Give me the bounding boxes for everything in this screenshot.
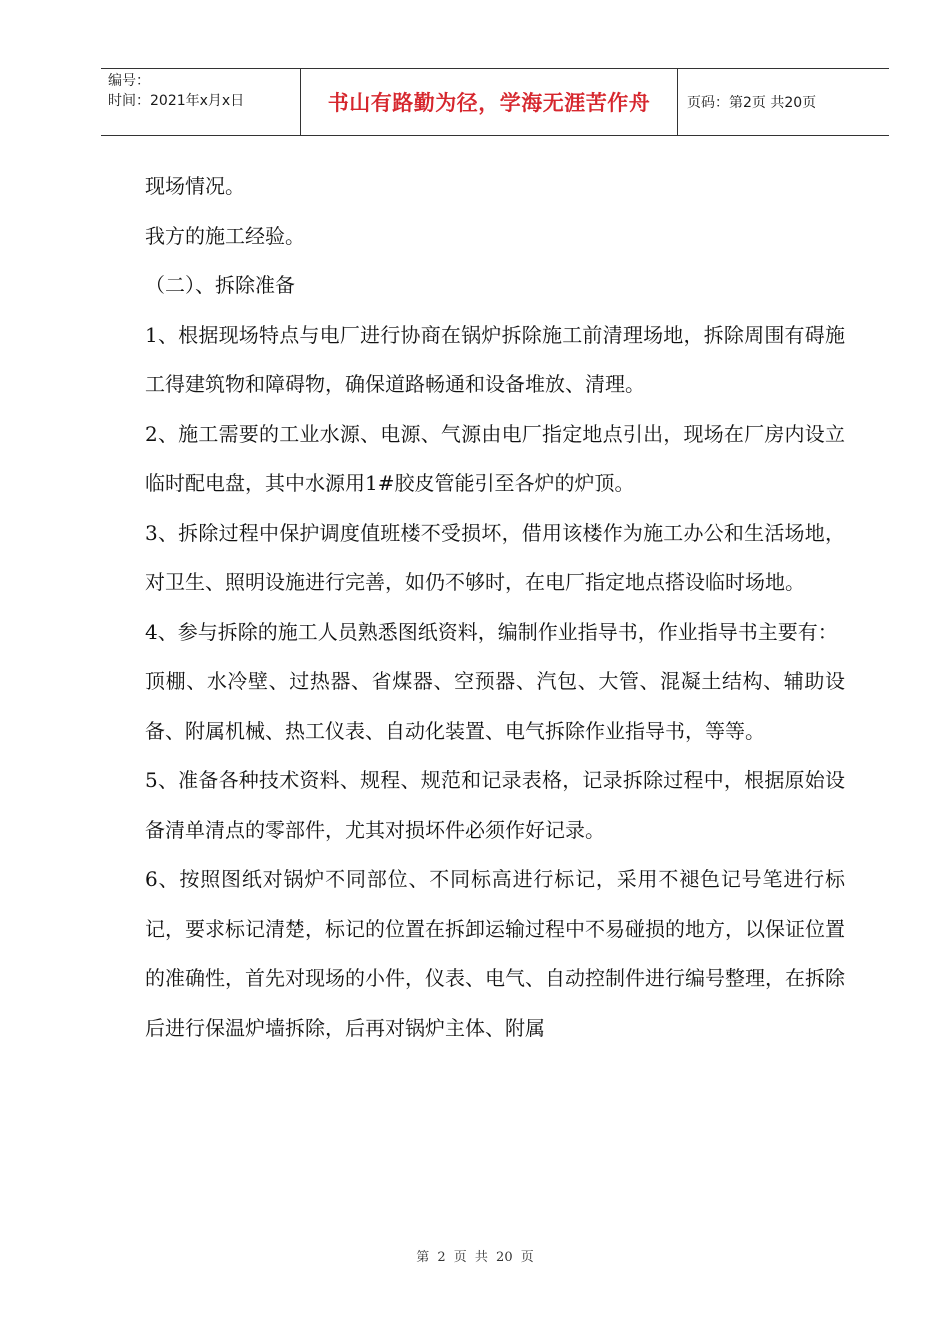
time-label: 时间：2021年x月x日 xyxy=(108,93,245,109)
paragraph: 现场情况。 xyxy=(145,174,245,198)
paragraph: 3、拆除过程中保护调度值班楼不受损坏，借用该楼作为施工办公和生活场地，对卫生、照明设施进行完善，如仍不够时，在电厂指定地点搭设临时场地。 xyxy=(145,520,845,594)
page-footer: 第 2 页 共 20 页 xyxy=(416,1250,534,1265)
page-header xyxy=(101,68,889,136)
paragraph: 2、施工需要的工业水源、电源、气源由电厂指定地点引出，现场在厂房内设立临时配电盘，其中水源用1#胶皮管能引至各炉的炉顶。 xyxy=(145,421,845,495)
paragraph: 5、准备各种技术资料、规程、规范和记录表格，记录拆除过程中，根据原始设备清单清点的零部件，尤其对损坏件必须作好记录。 xyxy=(145,768,845,842)
header-meta xyxy=(101,69,301,135)
paragraph: 1、根据现场特点与电厂进行协商在锅炉拆除施工前清理场地，拆除周围有碍施工得建筑物和障碍物，确保道路畅通和设备堆放、清理。 xyxy=(145,322,845,396)
paragraph: 4、参与拆除的施工人员熟悉图纸资料，编制作业指导书，作业指导书主要有： xyxy=(145,619,838,644)
header-motto: 书山有路勤为径，学海无涯苦作舟 xyxy=(301,69,678,135)
paragraph: 我方的施工经验。 xyxy=(145,223,305,248)
document-body xyxy=(145,162,845,1053)
paragraph: 6、按照图纸对锅炉不同部位、不同标高进行标记，采用不褪色记号笔进行标记，要求标记清楚，标记的位置在拆卸运输过程中不易碰损的地方，以保证位置的准确性，首先对现场的小件，仪表、电气、自动控制件进行编号整理，在拆除后进行保温炉墙拆除，后再对锅炉主体、附属 xyxy=(145,867,845,1040)
section-heading: （二）、拆除准备 xyxy=(145,273,295,297)
header-page-number: 页码：第2页 共20页 xyxy=(687,95,817,111)
number-label: 编号： xyxy=(108,73,150,89)
paragraph: 顶棚、水冷壁、过热器、省煤器、空预器、汽包、大管、混凝土结构、辅助设备、附属机械、热工仪表、自动化装置、电气拆除作业指导书，等等。 xyxy=(145,669,845,743)
